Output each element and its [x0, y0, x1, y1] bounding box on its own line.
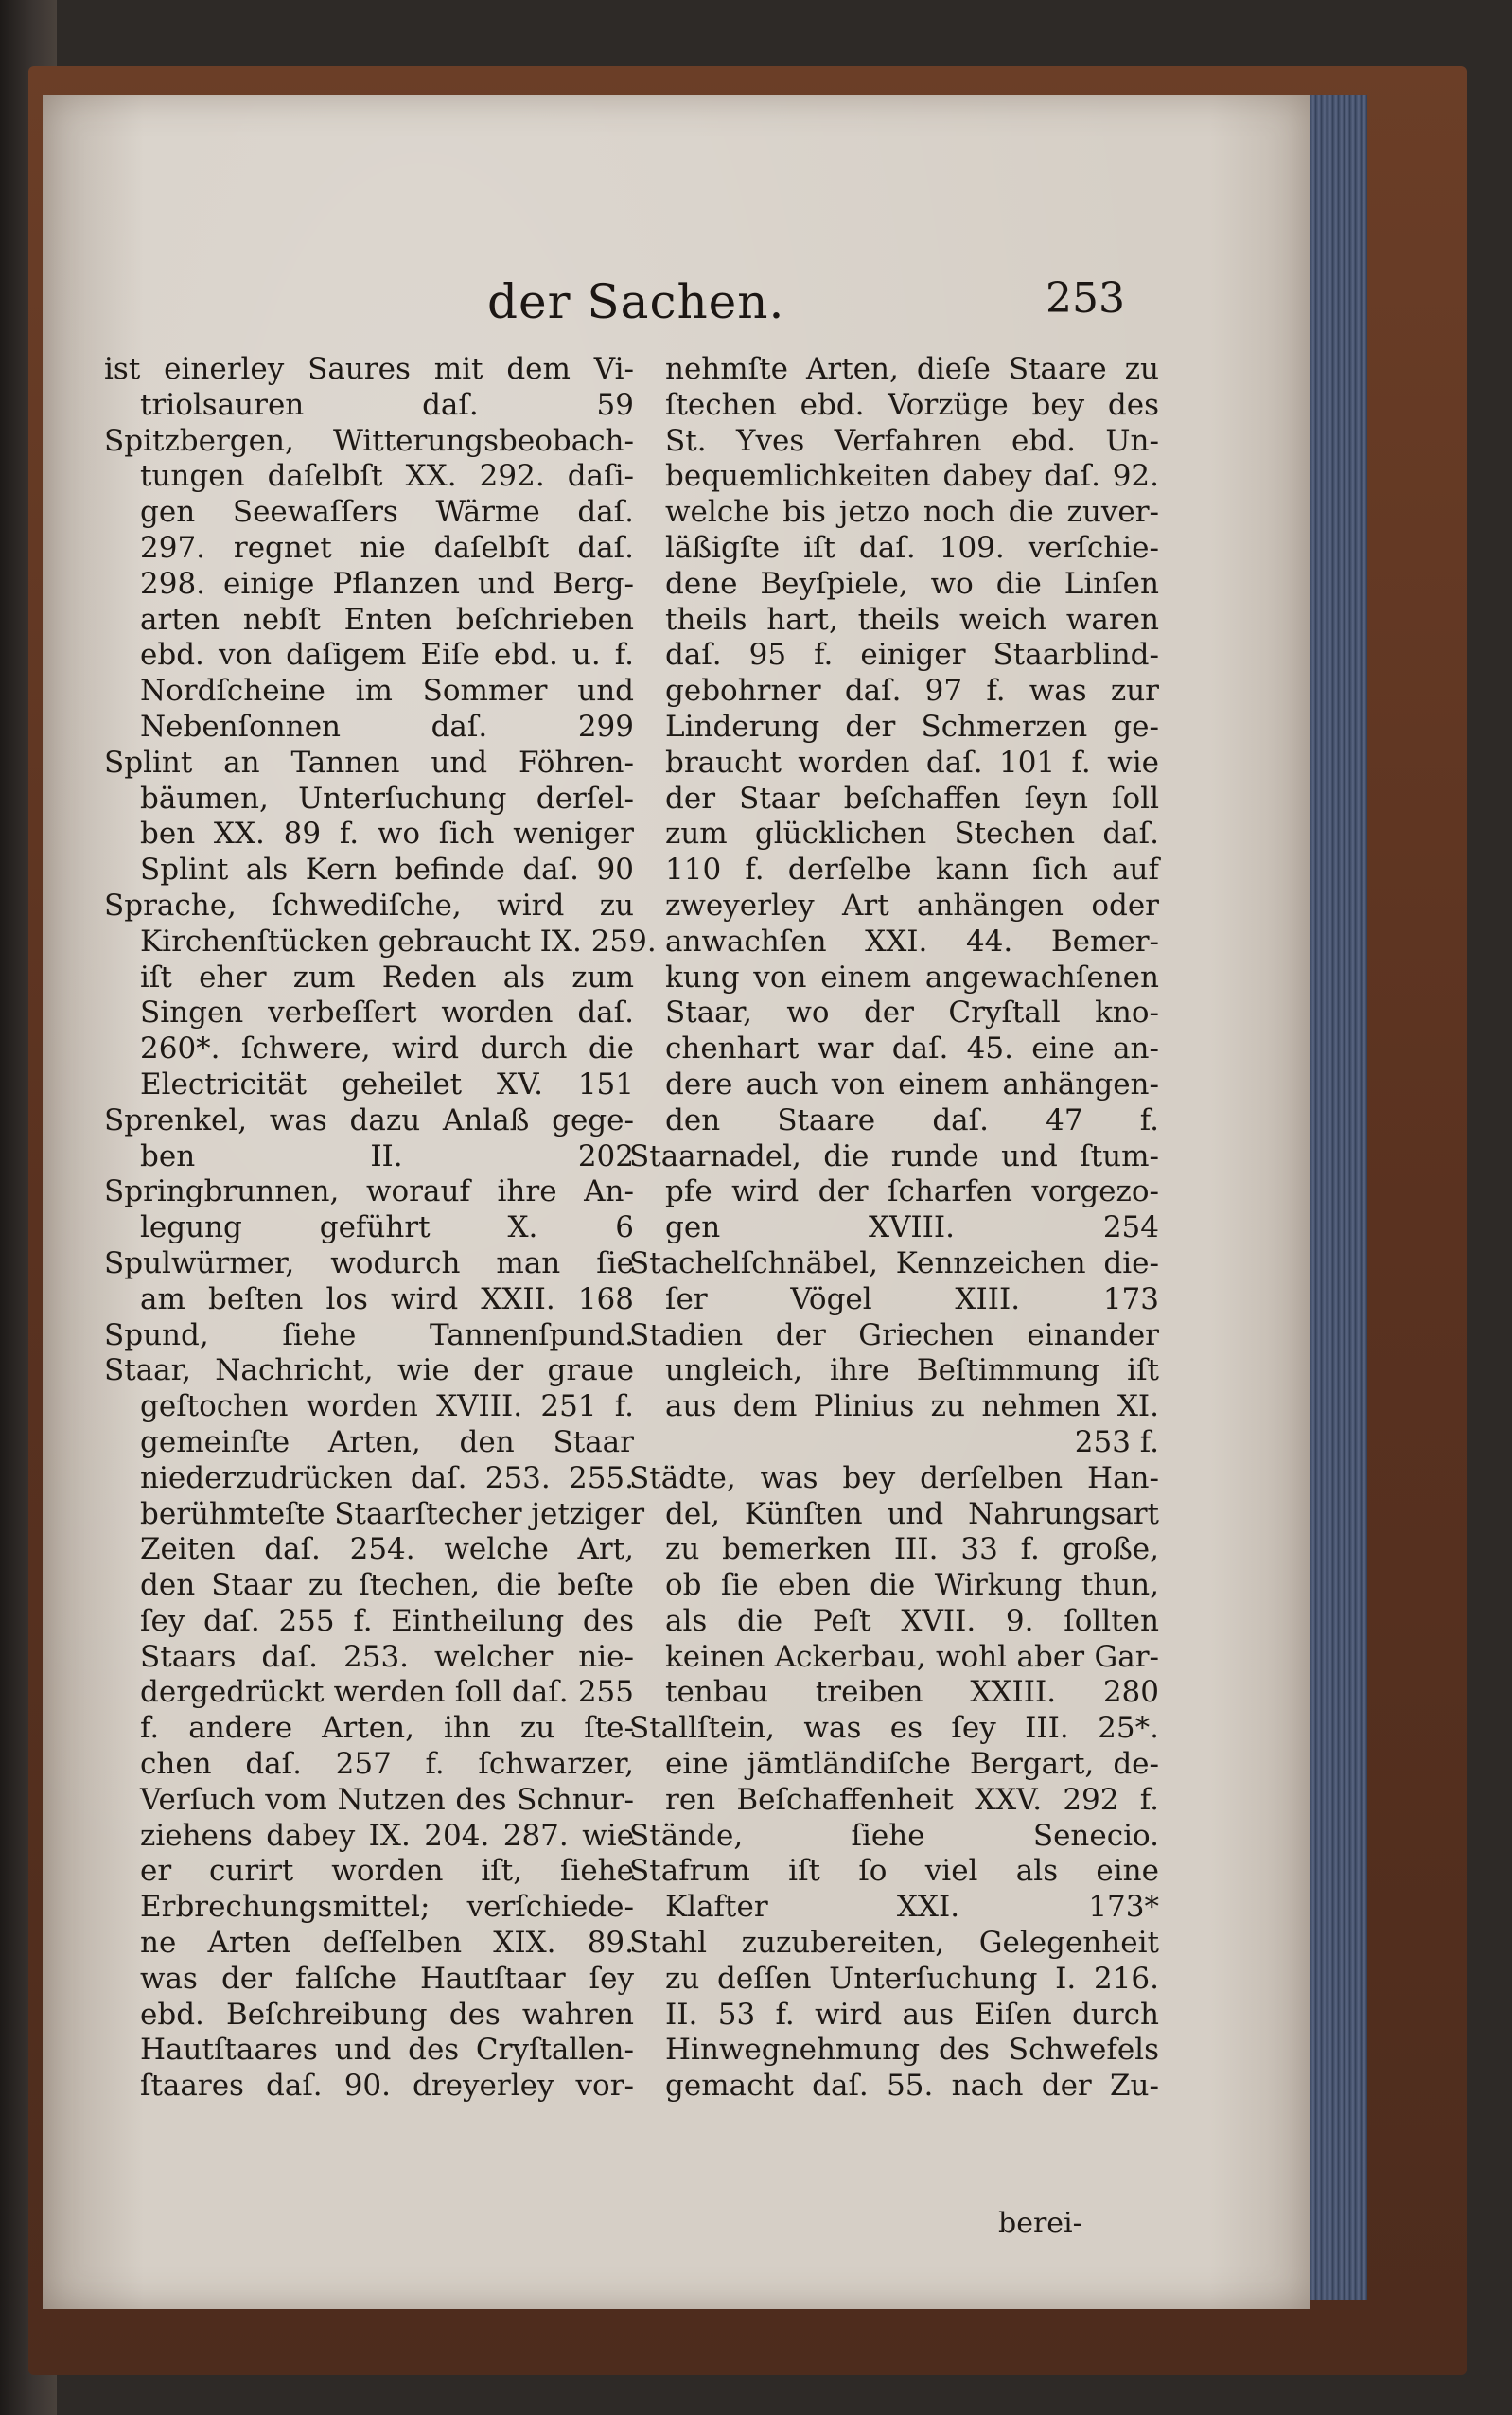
index-line: Singen verbeſſert worden daſ. — [140, 996, 634, 1031]
index-line: gen Seewaſſers Wärme daſ. — [140, 495, 634, 530]
index-line: den Staar zu ſtechen, die beſte — [140, 1568, 634, 1603]
index-line: daſ. 95 f. einiger Staarblind- — [665, 638, 1159, 673]
index-line: Erbrechungsmittel; verſchiede- — [140, 1890, 634, 1925]
index-line: tenbau treiben XXIII. 280 — [665, 1675, 1159, 1710]
index-line: welche bis jetzo noch die zuver- — [665, 495, 1159, 530]
index-line: läßigſte iſt daſ. 109. verſchie- — [665, 530, 1159, 565]
index-line: 260*. ſchwere, wird durch die — [140, 1031, 634, 1066]
index-line: ziehens dabey IX. 204. 287. wie — [140, 1818, 634, 1853]
index-line: ungleich, ihre Beſtimmung iſt — [665, 1353, 1159, 1388]
index-line: arten nebſt Enten beſchrieben — [140, 602, 634, 637]
index-line: ſtaares daſ. 90. dreyerley vor- — [140, 2069, 634, 2104]
book-page — [43, 95, 1310, 2309]
index-line: ſey daſ. 255 f. Eintheilung des — [140, 1603, 634, 1638]
index-line: Springbrunnen, worauf ihre An- — [104, 1174, 634, 1209]
index-line: berühmteſte Staarſtecher jetziger — [140, 1496, 645, 1531]
page-fore-edge — [1310, 95, 1367, 2300]
index-line: 110 f. derſelbe kann ſich auf — [665, 853, 1159, 888]
index-line: zu deſſen Unterſuchung I. 216. — [665, 1961, 1159, 1996]
index-line: Stadien der Griechen einander — [629, 1317, 1159, 1352]
index-line: gemacht daſ. 55. nach der Zu- — [665, 2069, 1159, 2104]
index-line: 298. einige Pflanzen und Berg- — [140, 566, 634, 601]
index-line: Kirchenſtücken gebraucht IX. 259. — [140, 924, 657, 959]
index-line: braucht worden daſ. 101 f. wie — [665, 745, 1159, 780]
index-line: ſtechen ebd. Vorzüge bey des — [665, 387, 1159, 422]
index-line: iſt eher zum Reden als zum — [140, 960, 634, 995]
catchword: berei- — [998, 2207, 1082, 2240]
index-line: Stände, ſiehe Senecio. — [629, 1818, 1159, 1853]
index-line: bäumen, Unterſuchung derſel- — [140, 781, 634, 816]
index-line: am beſten los wird XXII. 168 — [140, 1281, 634, 1316]
index-line: gebohrner daſ. 97 f. was zur — [665, 674, 1159, 709]
index-line: f. andere Arten, ihn zu ſte- — [140, 1711, 634, 1746]
index-line: bequemlichkeiten dabey daſ. 92. — [665, 459, 1159, 494]
index-column-right — [629, 352, 1159, 2105]
index-line: Splint als Kern befinde daſ. 90 — [140, 853, 634, 888]
index-line: ren Beſchaffenheit XXV. 292 f. — [665, 1782, 1159, 1817]
index-line: St. Yves Verfahren ebd. Un- — [665, 423, 1159, 458]
index-line: ebd. von daſigem Eiſe ebd. u. f. — [140, 638, 634, 673]
index-line: Stachelſchnäbel, Kennzeichen die- — [629, 1245, 1159, 1280]
index-line: theils hart, theils weich waren — [665, 602, 1159, 637]
index-line: er curirt worden iſt, ſiehe — [140, 1854, 634, 1889]
index-line: Sprache, ſchwediſche, wird zu — [104, 888, 634, 923]
index-line: geſtochen worden XVIII. 251 f. — [140, 1389, 634, 1424]
index-line: Spund, ſiehe Tannenſpund. — [104, 1317, 634, 1352]
index-line: triolsauren daſ. 59 — [140, 387, 634, 422]
index-line: anwachſen XXI. 44. Bemer- — [665, 924, 1159, 959]
index-line: tungen daſelbſt XX. 292. daſi- — [140, 459, 634, 494]
index-line: Sprenkel, was dazu Anlaß gege- — [104, 1102, 634, 1137]
index-line: Hautſtaares und des Cryſtallen- — [140, 2033, 634, 2068]
index-line: pfe wird der ſcharfen vorgezo- — [665, 1174, 1159, 1209]
index-line: ebd. Beſchreibung des wahren — [140, 1997, 634, 2032]
index-line: Staar, wo der Cryſtall kno- — [665, 996, 1159, 1031]
index-line: Staars daſ. 253. welcher nie- — [140, 1639, 634, 1674]
index-line: Staar, Nachricht, wie der graue — [104, 1353, 634, 1388]
index-line: dene Beyſpiele, wo die Linſen — [665, 566, 1159, 601]
index-line: Stallſtein, was es ſey III. 25*. — [629, 1711, 1159, 1746]
index-line: Stahl zuzubereiten, Gelegenheit — [629, 1926, 1159, 1961]
index-line: dergedrückt werden ſoll daſ. 255 — [140, 1675, 634, 1710]
index-line: Verſuch vom Nutzen des Schnur- — [140, 1782, 634, 1817]
index-line: Klafter XXI. 173* — [665, 1890, 1159, 1925]
index-line: der Staar beſchaffen ſeyn ſoll — [665, 781, 1159, 816]
index-line: ob ſie eben die Wirkung thun, — [665, 1568, 1159, 1603]
index-line: Zeiten daſ. 254. welche Art, — [140, 1532, 634, 1567]
index-line: 297. regnet nie daſelbſt daſ. — [140, 530, 634, 565]
index-line: Linderung der Schmerzen ge- — [665, 709, 1159, 744]
index-line: Spitzbergen, Witterungsbeobach- — [104, 423, 634, 458]
index-line: Staarnadel, die runde und ſtum- — [629, 1138, 1159, 1173]
index-line: chenhart war daſ. 45. eine an- — [665, 1031, 1159, 1066]
index-line: zweyerley Art anhängen oder — [665, 888, 1159, 923]
index-line: Splint an Tannen und Föhren- — [104, 745, 634, 780]
index-line: del, Künſten und Nahrungsart — [665, 1496, 1159, 1531]
index-line: Electricität geheilet XV. 151 — [140, 1066, 634, 1102]
index-line: Städte, was bey derſelben Han- — [629, 1460, 1159, 1495]
index-line: Hinwegnehmung des Schwefels — [665, 2033, 1159, 2068]
index-column-left — [104, 352, 657, 2105]
index-line: was der falſche Hautſtaar ſey — [140, 1961, 634, 1996]
index-line: Nebenſonnen daſ. 299 — [140, 709, 634, 744]
index-line: Stafrum iſt ſo viel als eine — [629, 1854, 1159, 1889]
index-line: legung geführt X. 6 — [140, 1210, 634, 1245]
index-line: nehmſte Arten, dieſe Staare zu — [665, 352, 1159, 386]
page-header — [43, 274, 1310, 341]
index-line: kung von einem angewachſenen — [665, 960, 1159, 995]
index-line: 253 f. — [1074, 1424, 1159, 1459]
index-line: aus dem Plinius zu nehmen XI. — [665, 1389, 1159, 1424]
index-line: den Staare daſ. 47 f. — [665, 1102, 1159, 1137]
index-line: zum glücklichen Stechen daſ. — [665, 817, 1159, 852]
index-line: ben II. 202 — [140, 1138, 634, 1173]
index-line: Nordſcheine im Sommer und — [140, 674, 634, 709]
index-line: eine jämtländiſche Bergart, de- — [665, 1747, 1159, 1782]
index-line: keinen Ackerbau, wohl aber Gar- — [665, 1639, 1159, 1674]
index-line: ben XX. 89 f. wo ſich weniger — [140, 817, 634, 852]
running-head: der Sachen. — [487, 274, 785, 329]
index-line: Spulwürmer, wodurch man ſie — [104, 1245, 634, 1280]
index-line: zu bemerken III. 33 f. große, — [665, 1532, 1159, 1567]
index-line: ſer Vögel XIII. 173 — [665, 1281, 1159, 1316]
index-line: als die Peſt XVII. 9. ſollten — [665, 1603, 1159, 1638]
index-line: gen XVIII. 254 — [665, 1210, 1159, 1245]
index-line: dere auch von einem anhängen- — [665, 1066, 1159, 1102]
index-line: ist einerley Saures mit dem Vi- — [104, 352, 634, 386]
index-line: niederzudrücken daſ. 253. 255. — [140, 1460, 634, 1495]
index-line: chen daſ. 257 f. ſchwarzer, — [140, 1747, 634, 1782]
page-number: 253 — [1046, 274, 1125, 323]
index-line: gemeinſte Arten, den Staar — [140, 1424, 634, 1459]
index-line: ne Arten deſſelben XIX. 89. — [140, 1926, 634, 1961]
index-line: II. 53 f. wird aus Eiſen durch — [665, 1997, 1159, 2032]
